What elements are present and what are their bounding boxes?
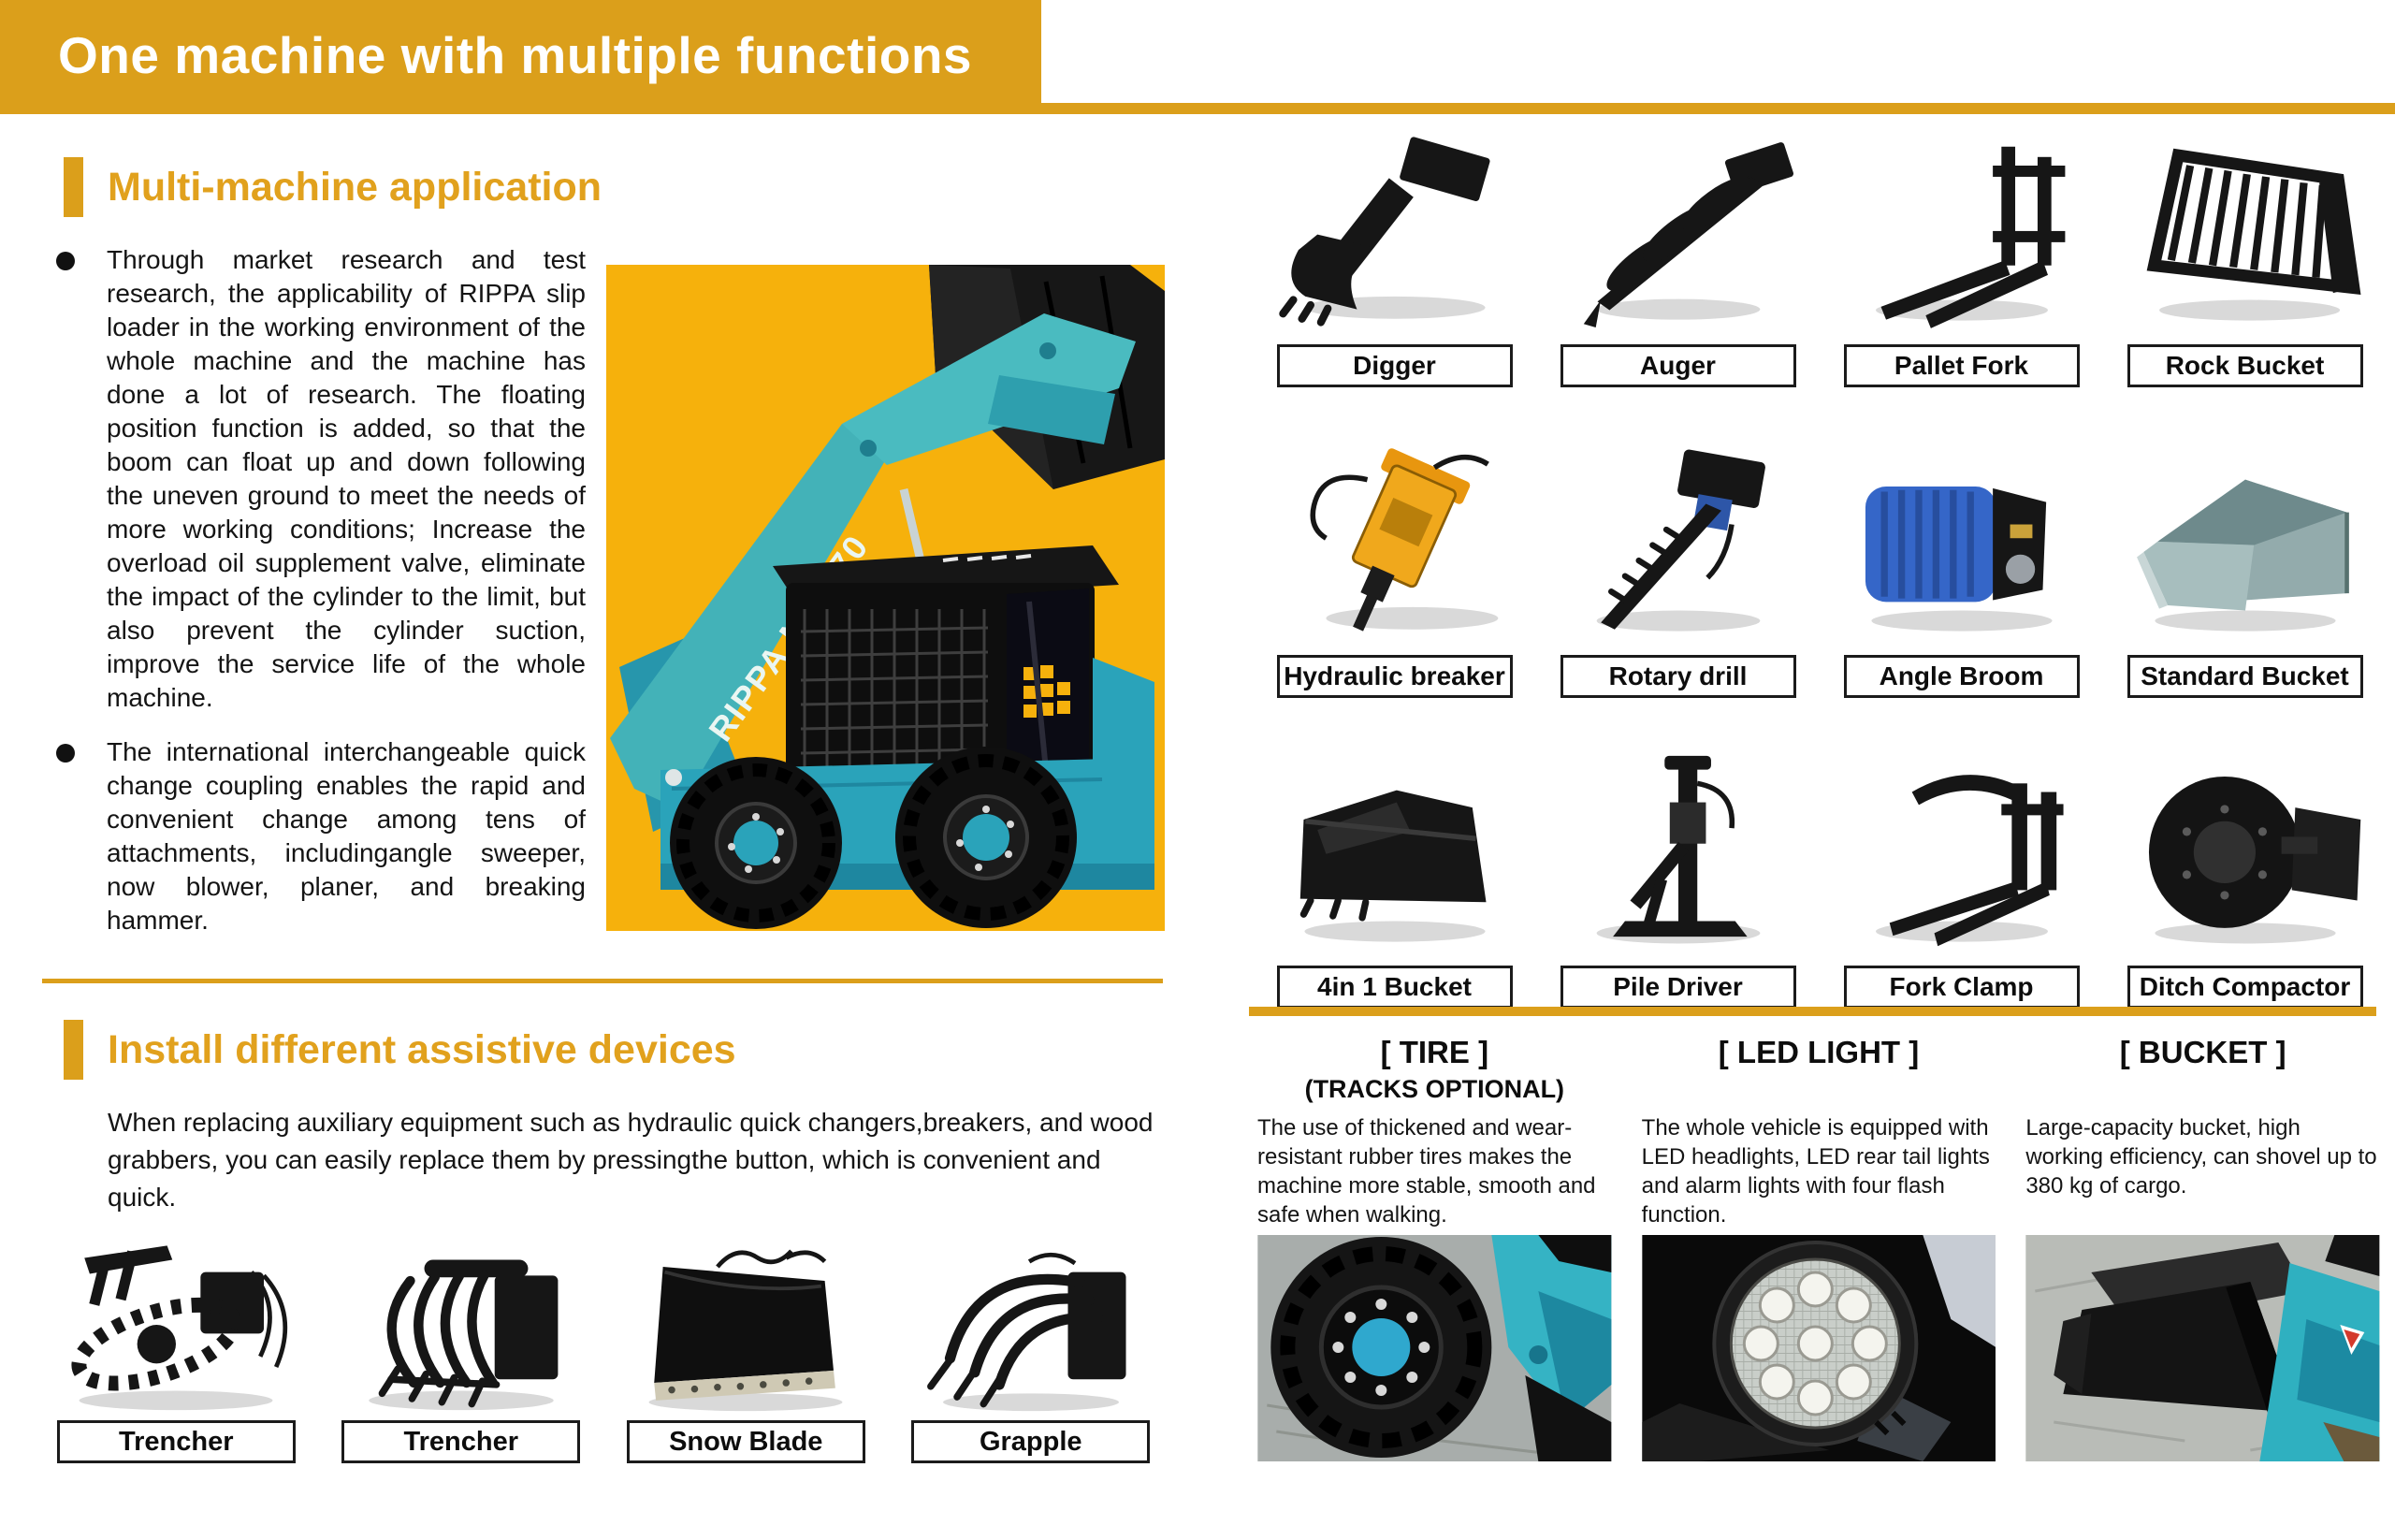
header-banner: [0, 0, 1041, 114]
features-row: [1257, 1035, 2380, 1229]
attachments-grid: [1258, 122, 2381, 1009]
bullet-item: [56, 243, 586, 715]
bullet-text: Through market research and test research, the applicability of RIPPA slip loader in the working environment of the whole machine and the machine has done a lot of research. The floating position function is added, so that the boom can float up and down following the uneven ground to meet the needs of more working conditions; Increase the overload oil supplement valve, eliminate the impact of the cylinder to the limit, but also prevent the cylinder suction, improve the service life of the whole machine.: [107, 245, 586, 712]
feature-tire: [1257, 1035, 1612, 1229]
grapple-image: [899, 1235, 1163, 1415]
attachment-cell: [1542, 743, 1814, 1009]
feature-title: [ LED LIGHT ]: [1718, 1035, 1920, 1069]
fork-clamp-image: [1833, 748, 2091, 954]
feature-title: [ TIRE ]: [1380, 1035, 1489, 1069]
assistive-cell: [42, 1229, 311, 1463]
attachment-cell: [2109, 432, 2381, 698]
attachment-label: Auger: [1560, 344, 1796, 387]
assistive-grid: [42, 1229, 1165, 1463]
rotary-drill-image: [1549, 438, 1807, 644]
feature-text: The use of thickened and wear-resistant rubber tires makes the machine more stable, smooth and safe when walking.: [1257, 1115, 1596, 1228]
heading-accent-bar: [64, 1020, 83, 1080]
attachment-label: Ditch Compactor: [2127, 966, 2363, 1009]
attachment-label: Hydraulic breaker: [1277, 655, 1513, 698]
assistive-cell: [327, 1229, 596, 1463]
assistive-label: Trencher: [57, 1420, 296, 1463]
feature-text: Large-capacity bucket, high working efficiency, can shovel up to 380 kg of cargo.: [2025, 1115, 2377, 1199]
attachment-label: Pallet Fork: [1844, 344, 2080, 387]
boom-model-text: RIPPA: [701, 637, 796, 748]
attachment-label: Fork Clamp: [1844, 966, 2080, 1009]
assistive-cell: [897, 1229, 1166, 1463]
attachment-cell: [2109, 122, 2381, 387]
rock-bucket-image: [2116, 127, 2374, 333]
standard-bucket-image: [2116, 438, 2374, 644]
attachment-label: Rotary drill: [1560, 655, 1796, 698]
attachment-label: Digger: [1277, 344, 1513, 387]
attachment-label: Pile Driver: [1560, 966, 1796, 1009]
feature-bucket: [2025, 1035, 2380, 1229]
pile-driver-image: [1549, 748, 1807, 954]
led-light-photo: [1642, 1235, 1996, 1461]
multi-machine-bullets: [56, 243, 586, 958]
skid-steer-loader-image: [606, 265, 1165, 931]
attachment-cell: [1542, 432, 1814, 698]
hydraulic-breaker-image: [1266, 438, 1524, 644]
tire-photo: [1257, 1235, 1612, 1461]
angle-broom-image: [1833, 438, 2091, 644]
assistive-heading: Install different assistive devices: [64, 1020, 736, 1080]
feature-photos-row: [1257, 1235, 2380, 1461]
assistive-label: Snow Blade: [627, 1420, 865, 1463]
attachment-cell: [1258, 122, 1531, 387]
heading-accent-bar: [64, 157, 83, 217]
trencher-rake-image: [329, 1235, 593, 1415]
attachment-cell: [1825, 122, 2097, 387]
snow-blade-image: [614, 1235, 878, 1415]
loader-photo: [606, 265, 1165, 931]
bullet-dot-icon: [56, 252, 75, 270]
bullet-dot-icon: [56, 744, 75, 763]
section-divider: [42, 979, 1163, 983]
ditch-compactor-image: [2116, 748, 2374, 954]
assistive-label: Grapple: [911, 1420, 1150, 1463]
assistive-paragraph: When replacing auxiliary equipment such as hydraulic quick changers,breakers, and wood grabbers, you can easily replace them by pressingthe button, which is convenient and quick.: [108, 1108, 1154, 1212]
four-in-one-bucket-image: [1266, 748, 1524, 954]
attachment-cell: [1825, 432, 2097, 698]
feature-subtitle: [1642, 1070, 1996, 1113]
feature-subtitle: [2025, 1070, 2380, 1113]
feature-led-light: [1642, 1035, 1996, 1229]
attachment-label: 4in 1 Bucket: [1277, 966, 1513, 1009]
bullet-text: The international interchangeable quick change coupling enables the rapid and convenient change among tens of attachments, includingangle sweeper, now blower, planer, and breaking hammer.: [107, 737, 586, 935]
bucket-photo: [2025, 1235, 2380, 1461]
attachment-label: Standard Bucket: [2127, 655, 2363, 698]
bullet-item: [56, 735, 586, 937]
multi-machine-heading: Multi-machine application: [64, 157, 602, 217]
trencher-image: [44, 1235, 308, 1415]
attachment-cell: [1542, 122, 1814, 387]
assistive-cell: [612, 1229, 880, 1463]
pallet-fork-image: [1833, 127, 2091, 333]
feature-subtitle: (TRACKS OPTIONAL): [1304, 1075, 1565, 1103]
assistive-label: Trencher: [341, 1420, 580, 1463]
attachment-cell: [1258, 432, 1531, 698]
attachment-label: Rock Bucket: [2127, 344, 2363, 387]
page-title: One machine with multiple functions: [58, 26, 973, 84]
header-accent-strip: [1041, 103, 2395, 114]
attachment-cell: [1825, 743, 2097, 1009]
feature-text: The whole vehicle is equipped with LED headlights, LED rear tail lights and alarm lights with four flash function.: [1641, 1115, 1990, 1228]
attachment-label: Angle Broom: [1844, 655, 2080, 698]
attachment-cell: [1258, 743, 1531, 1009]
auger-image: [1549, 127, 1807, 333]
digger-image: [1266, 127, 1524, 333]
section-divider: [1249, 1007, 2376, 1016]
feature-title: [ BUCKET ]: [2119, 1035, 2286, 1069]
attachment-cell: [2109, 743, 2381, 1009]
